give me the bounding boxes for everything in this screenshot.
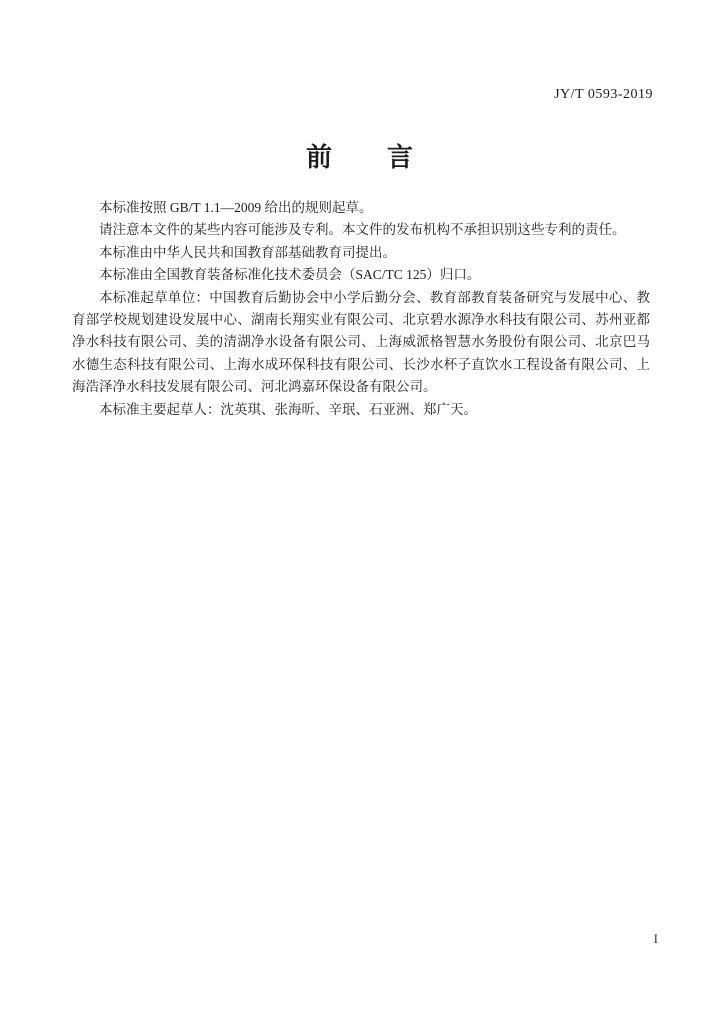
paragraph-drafting-organizations: 本标准起草单位：中国教育后勤协会中小学后勤分会、教育部教育装备研究与发展中心、教育部学校规划建设发展中心、湖南长翔实业有限公司、北京碧水源净水科技有限公司、苏州亚都净水科技有限公司、美的清湖净水设备有限公司、上海威派格智慧水务股份有限公司、北京巴马水德生态科技有限公司、上海水成环保科技有限公司、长沙水杯子直饮水工程设备有限公司、上海浩泽净水科技发展有限公司、河北鸿嘉环保设备有限公司。	[72, 289, 650, 395]
standard-number: JY/T 0593-2019	[554, 87, 653, 102]
paragraph-chief-drafters: 本标准主要起草人：沈英琪、张海昕、辛珉、石亚洲、郑广天。	[99, 401, 477, 417]
page-title: 前 言	[305, 143, 414, 173]
foreword-body	[72, 197, 650, 421]
paragraph-drafting-rules: 本标准按照 GB/T 1.1—2009 给出的规则起草。	[99, 200, 373, 215]
paragraph-patent-notice: 请注意本文件的某些内容可能涉及专利。本文件的发布机构不承担识别这些专利的责任。	[99, 222, 626, 238]
paragraph-proposed-by: 本标准由中华人民共和国教育部基础教育司提出。	[99, 244, 396, 260]
page-number: I	[653, 931, 658, 946]
paragraph-centralized-by: 本标准由全国教育装备标准化技术委员会（SAC/TC 125）归口。	[99, 267, 481, 283]
